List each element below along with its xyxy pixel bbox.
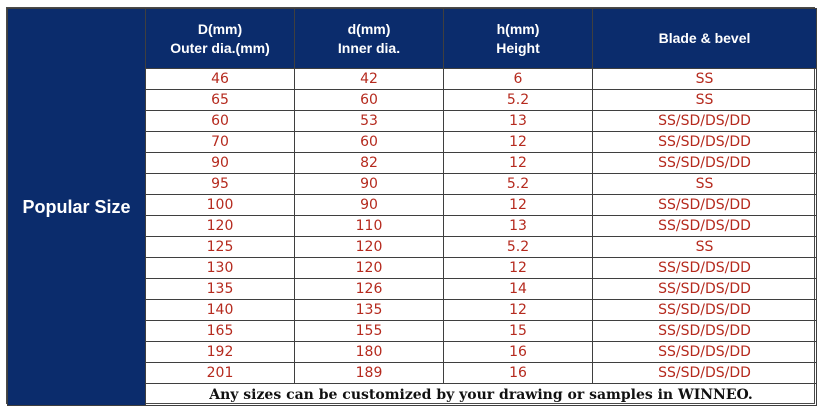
cell-outer-diameter: 95 — [146, 174, 295, 195]
cell-inner-diameter: 53 — [295, 111, 444, 132]
header-inner-line1: d(mm) — [347, 20, 391, 37]
cell-blade-bevel: SS — [593, 90, 817, 111]
cell-inner-diameter: 189 — [295, 363, 444, 384]
cell-outer-diameter: 100 — [146, 195, 295, 216]
cell-outer-diameter: 60 — [146, 111, 295, 132]
cell-inner-diameter: 60 — [295, 132, 444, 153]
cell-outer-diameter: 90 — [146, 153, 295, 174]
header-blade-bevel: Blade & bevel — [593, 9, 817, 69]
cell-outer-diameter: 165 — [146, 321, 295, 342]
cell-inner-diameter: 90 — [295, 174, 444, 195]
cell-inner-diameter: 126 — [295, 279, 444, 300]
cell-outer-diameter: 201 — [146, 363, 295, 384]
cell-height: 14 — [444, 279, 593, 300]
cell-inner-diameter: 180 — [295, 342, 444, 363]
popular-size-table — [7, 8, 817, 406]
cell-outer-diameter: 192 — [146, 342, 295, 363]
cell-height: 12 — [444, 258, 593, 279]
cell-inner-diameter: 60 — [295, 90, 444, 111]
cell-blade-bevel: SS/SD/DS/DD — [593, 300, 817, 321]
cell-height: 5.2 — [444, 174, 593, 195]
cell-height: 12 — [444, 300, 593, 321]
cell-inner-diameter: 120 — [295, 237, 444, 258]
cell-height: 16 — [444, 363, 593, 384]
cell-height: 12 — [444, 153, 593, 174]
cell-blade-bevel: SS/SD/DS/DD — [593, 153, 817, 174]
cell-blade-bevel: SS/SD/DS/DD — [593, 342, 817, 363]
header-row — [8, 9, 817, 69]
cell-outer-diameter: 140 — [146, 300, 295, 321]
header-outer-line2: Outer dia.(mm) — [170, 39, 270, 56]
cell-blade-bevel: SS/SD/DS/DD — [593, 363, 817, 384]
cell-blade-bevel: SS — [593, 69, 817, 90]
cell-outer-diameter: 70 — [146, 132, 295, 153]
header-outer-line1: D(mm) — [197, 20, 243, 37]
cell-blade-bevel: SS/SD/DS/DD — [593, 132, 817, 153]
cell-outer-diameter: 135 — [146, 279, 295, 300]
cell-blade-bevel: SS/SD/DS/DD — [593, 111, 817, 132]
customization-note: Any sizes can be customized by your drawing or samples in WINNEO. — [146, 384, 817, 406]
cell-blade-bevel: SS/SD/DS/DD — [593, 216, 817, 237]
cell-outer-diameter: 125 — [146, 237, 295, 258]
cell-height: 5.2 — [444, 90, 593, 111]
cell-height: 13 — [444, 111, 593, 132]
cell-height: 12 — [444, 132, 593, 153]
table-body — [8, 9, 817, 406]
cell-inner-diameter: 155 — [295, 321, 444, 342]
size-table-container — [6, 7, 815, 404]
cell-blade-bevel: SS/SD/DS/DD — [593, 321, 817, 342]
cell-inner-diameter: 135 — [295, 300, 444, 321]
header-height — [444, 9, 593, 69]
cell-outer-diameter: 120 — [146, 216, 295, 237]
header-inner-diameter — [295, 9, 444, 69]
header-height-line2: Height — [496, 39, 540, 56]
cell-height: 15 — [444, 321, 593, 342]
cell-outer-diameter: 65 — [146, 90, 295, 111]
cell-height: 6 — [444, 69, 593, 90]
header-inner-line2: Inner dia. — [337, 39, 401, 56]
cell-blade-bevel: SS/SD/DS/DD — [593, 258, 817, 279]
cell-blade-bevel: SS/SD/DS/DD — [593, 195, 817, 216]
cell-outer-diameter: 46 — [146, 69, 295, 90]
cell-height: 12 — [444, 195, 593, 216]
cell-inner-diameter: 42 — [295, 69, 444, 90]
cell-inner-diameter: 120 — [295, 258, 444, 279]
cell-inner-diameter: 90 — [295, 195, 444, 216]
cell-height: 5.2 — [444, 237, 593, 258]
cell-outer-diameter: 130 — [146, 258, 295, 279]
cell-blade-bevel: SS/SD/DS/DD — [593, 279, 817, 300]
cell-height: 13 — [444, 216, 593, 237]
cell-blade-bevel: SS — [593, 174, 817, 195]
header-outer-diameter — [146, 9, 295, 69]
cell-height: 16 — [444, 342, 593, 363]
side-label: Popular Size — [8, 9, 146, 406]
header-height-line1: h(mm) — [496, 20, 540, 37]
cell-inner-diameter: 82 — [295, 153, 444, 174]
cell-blade-bevel: SS — [593, 237, 817, 258]
cell-inner-diameter: 110 — [295, 216, 444, 237]
